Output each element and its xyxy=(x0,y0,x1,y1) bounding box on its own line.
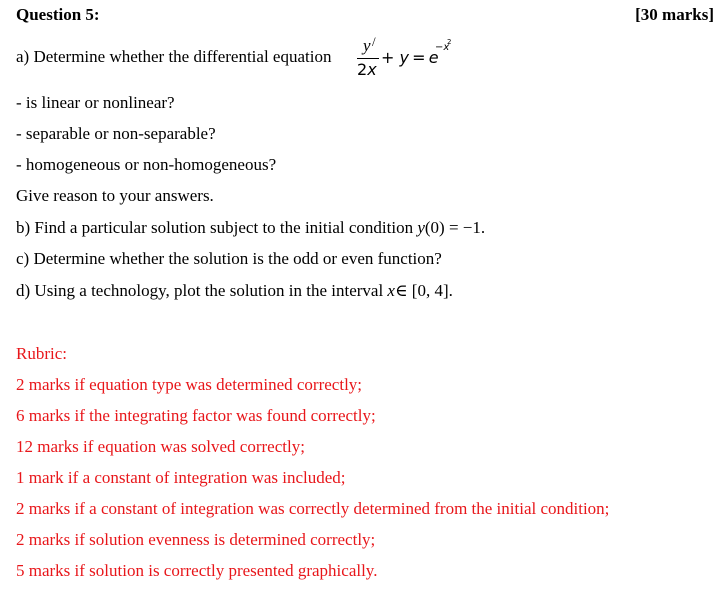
criterion-separable: - separable or non-separable? xyxy=(16,124,216,143)
eq-rhs: + y = e xyxy=(381,48,439,67)
question-title: Question 5: xyxy=(16,5,100,24)
rubric-item: 2 marks if equation type was determined correctly; xyxy=(16,375,363,394)
criterion-homogeneous: - homogeneous or non-homogeneous? xyxy=(16,155,277,174)
part-b: b) Find a particular solution subject to the initial condition y(0) = −1. xyxy=(16,218,486,237)
rubric-item: 6 marks if the integrating factor was found correctly; xyxy=(16,406,376,425)
part-c: c) Determine whether the solution is the odd or even function? xyxy=(16,249,442,268)
eq-exponent-power: 2 xyxy=(447,38,452,46)
eq-numerator: y xyxy=(363,36,371,55)
rubric-item: 5 marks if solution is correctly presented graphically. xyxy=(16,561,378,580)
rubric-item: 1 mark if a constant of integration was included; xyxy=(16,468,346,487)
criterion-linear: - is linear or nonlinear? xyxy=(16,93,175,112)
part-d: d) Using a technology, plot the solution in the interval x∈ [0, 4]. xyxy=(16,281,453,300)
differential-equation xyxy=(355,36,465,82)
part-a-text: a) Determine whether the differential equation xyxy=(16,47,332,66)
rubric-item: 2 marks if solution evenness is determined correctly; xyxy=(16,530,376,549)
question-marks: [30 marks] xyxy=(635,5,714,24)
fraction-bar xyxy=(357,58,379,59)
rubric-heading: Rubric: xyxy=(16,344,67,363)
give-reason: Give reason to your answers. xyxy=(16,186,214,205)
rubric-item: 12 marks if equation was solved correctly; xyxy=(16,437,305,456)
eq-prime: / xyxy=(372,34,376,49)
eq-denominator: 2x xyxy=(357,60,377,79)
rubric-item: 2 marks if a constant of integration was correctly determined from the initial condition; xyxy=(16,499,610,518)
eq-exponent: −x xyxy=(435,42,450,53)
